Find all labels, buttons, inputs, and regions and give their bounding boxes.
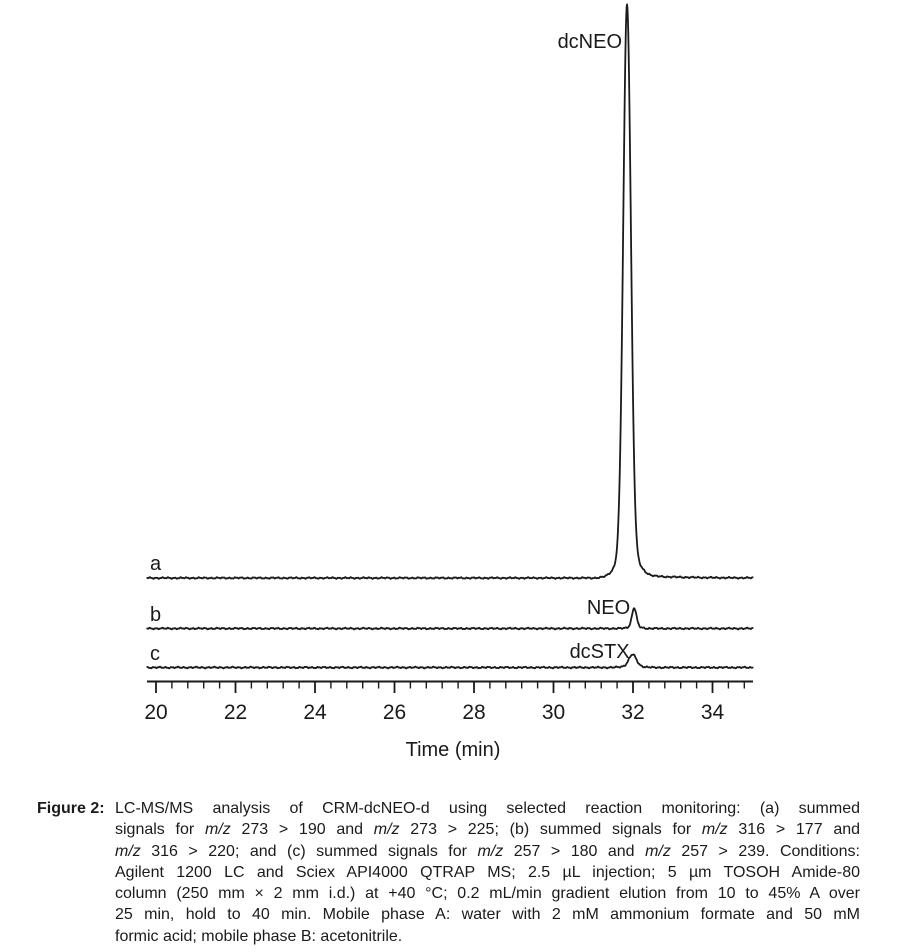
x-tick-label: 34 bbox=[700, 701, 725, 724]
trace-letter-b: b bbox=[150, 604, 162, 626]
trace-path-a bbox=[147, 4, 752, 578]
trace-letter-a: a bbox=[150, 553, 162, 575]
x-tick-label: 20 bbox=[144, 701, 168, 724]
caption-line: formic acid; mobile phase B: acetonitrile. bbox=[115, 927, 403, 945]
peak-label-dcNEO: dcNEO bbox=[557, 31, 623, 53]
trace-path-c bbox=[147, 654, 752, 668]
caption-line: column (250 mm × 2 mm i.d.) at +40 °C; 0.2 mL/min gradient elution from 10 to 45% A over bbox=[115, 885, 860, 903]
x-axis-title: Time (min) bbox=[405, 739, 501, 761]
figure-caption-label: Figure 2: bbox=[37, 800, 105, 817]
caption-line: Agilent 1200 LC and Sciex API4000 QTRAP MS; 2.5 µL injection; 5 µm TOSOH Amide-80 bbox=[115, 863, 860, 881]
caption-line: LC-MS/MS analysis of CRM-dcNEO-d using selected reaction monitoring: (a) summed bbox=[115, 800, 860, 817]
x-tick-label: 22 bbox=[223, 701, 248, 724]
x-tick-label: 32 bbox=[621, 701, 645, 724]
x-tick-label: 24 bbox=[303, 701, 327, 724]
peak-label-dcSTX: dcSTX bbox=[569, 641, 630, 663]
figure-caption bbox=[37, 798, 860, 947]
figure-caption-text bbox=[115, 798, 860, 947]
trace-letter-c: c bbox=[150, 643, 160, 665]
peak-label-NEO: NEO bbox=[586, 597, 631, 619]
x-tick-label: 30 bbox=[541, 701, 566, 724]
caption-line: signals for m/z 273 > 190 and m/z 273 > 225; (b) summed signals for m/z 316 > 177 and bbox=[115, 821, 861, 839]
caption-line: m/z 316 > 220; and (c) summed signals for m/z 257 > 180 and m/z 257 > 239. Conditions: bbox=[115, 842, 860, 860]
trace-path-b bbox=[147, 608, 752, 629]
x-tick-label: 28 bbox=[462, 701, 486, 724]
x-tick-label: 26 bbox=[382, 701, 407, 724]
caption-line: 25 min, hold to 40 min. Mobile phase A: water with 2 mM ammonium formate and 50 mM bbox=[115, 906, 860, 924]
